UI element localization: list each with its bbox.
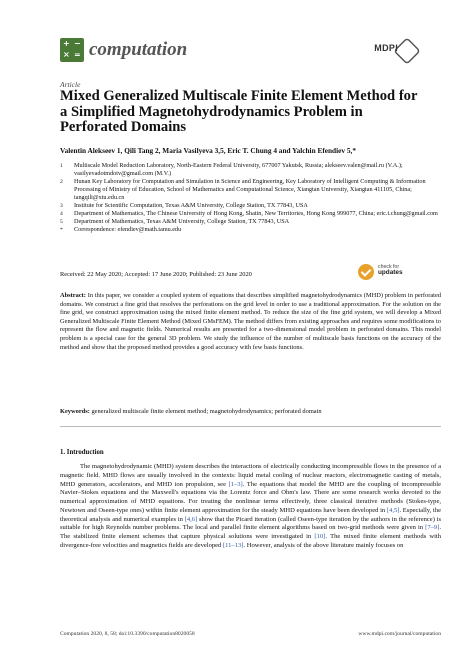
body-text-segment: . However, analysis of the above literature mainly focuses on — [243, 541, 404, 549]
correspondence-email[interactable]: Correspondence: efendiev@math.tamu.edu — [74, 226, 182, 234]
affiliation-number: 3 — [60, 203, 63, 210]
abstract — [60, 292, 441, 352]
affiliation-number: 1 — [60, 163, 63, 169]
body-text-segment: . Especially, the theoretical analysis and numerical examples in — [60, 506, 441, 523]
journal-logo — [60, 38, 84, 62]
keywords — [60, 408, 441, 417]
keywords-text: generalized multiscale finite element method; magnetohydrodynamics; perforated domain — [91, 408, 322, 415]
abstract-label: Abstract: — [60, 292, 86, 299]
times-icon: × — [63, 50, 70, 59]
affiliation-item — [60, 178, 440, 202]
affiliation-text: Department of Mathematics, The Chinese University of Hong Kong, Shatin, New Territories, Hong Kong 999077, China; eric.t.chung@gmail.com — [74, 210, 438, 218]
affiliation-text: Multiscale Model Reduction Laboratory, North-Eastern Federal University, 677007 Yakutsk, Russia; alekseev.valen@mail.ru (V.A.); vasilyevadotmdotv@gmail.com (M.V.) — [74, 162, 403, 178]
check-updates-line2: updates — [378, 269, 403, 276]
body-text-segment: . The equations that model the MHD are the coupling of incompressible Navier–Stokes equations and the Maxwell's equations via the Lorentz force and Ohm's law. There are some research works devoted to the numerical approximation of MHD equations. For treating the nonlinear terms effectively, three classical iterative methods (Stokes-type, Newtown and Oseen-type ones) within finite element approximation for the steady MHD equations have been developed in — [60, 480, 441, 514]
keywords-label: Keywords: — [60, 408, 90, 415]
section-heading: 1. Introduction — [60, 449, 104, 456]
citation-link[interactable]: [1–3] — [228, 480, 243, 488]
affiliation-number: 2 — [60, 179, 63, 186]
body-text-segment: The magnetohydrodynamic (MHD) system describes the interactions of electrically conducting incompressible flows in the presence of a magnetic field. MHD flows are usually involved in the contexts: liquid metal cooling of nuclear reactors, electromagnetic casting of metals, MHD generators, accelerators, and MHD ion propulsion, see — [60, 463, 441, 488]
citation-link[interactable]: [10] — [314, 533, 326, 540]
body-text-segment: . The stabilized finite element schemes that capture physical solutions were investigated in — [60, 524, 441, 540]
affiliation-item — [60, 218, 440, 226]
affiliation-item — [60, 202, 440, 210]
divider — [60, 426, 441, 427]
affiliation-text: Institute for Scientific Computation, Texas A&M University, College Station, TX 77843, USA — [74, 202, 308, 210]
citation-link[interactable]: [4,5] — [386, 506, 400, 514]
plus-icon: + — [63, 39, 70, 48]
affiliation-number: 4 — [60, 211, 63, 218]
citation-link[interactable]: [7–9] — [425, 524, 440, 532]
checkmark-icon — [358, 264, 374, 280]
page-footer — [60, 631, 441, 637]
article-type: Article — [60, 80, 81, 89]
affiliation-text: Hunan Key Laboratory for Computation and Simulation in Science and Engineering, Key Laboratory of Intelligent Computing & Information Processing of Ministry of Education, School of Mathematics and Computational Science, Xiangtan University, Xiangtan 411105, China; tangqili@xtu.edu.cn — [74, 178, 426, 202]
correspondence — [60, 226, 440, 234]
journal-name[interactable]: computation — [89, 39, 188, 60]
check-updates-label — [378, 264, 403, 276]
publisher-name: MDPI — [374, 43, 398, 53]
journal-header — [60, 38, 420, 64]
paper-title: Mixed Generalized Multiscale Finite Element Method for a Simplified Magnetohydrodynamics Problem in Perforated Domains — [60, 88, 418, 136]
abstract-text: In this paper, we consider a coupled system of equations that describes simplified magnetohydrodynamics (MHD) problem in perforated domains. We construct a fine grid that resolves the perforations on the grid level in order to use a traditional approximation. For the solution on the fine grid, we construct approximation using the mixed finite element method. To reduce the size of the fine grid system, we will develop a Mixed Generalized Multiscale Finite Element Method (Mixed GMsFEM). The method differs from existing approaches and requires some modifications to represent the flow and magnetic fields. Numerical results are presented for a two-dimensional model problem in perforated domains. This model problem is a special case for the general 3D problem. We study the influence of the number of multiscale basis functions on the accuracy of the method and show that the proposed method provides a good accuracy with few basis functions. — [60, 292, 441, 351]
check-for-updates-badge[interactable] — [358, 263, 428, 283]
footer-citation: Computation 2020, 8, 58; doi:10.3390/computation8020058 — [60, 631, 195, 637]
check-updates-line1: check for — [378, 264, 400, 270]
affiliation-number: * — [60, 227, 63, 234]
affiliation-number: 5 — [60, 219, 63, 226]
affiliation-text: Department of Mathematics, Texas A&M University, College Station, TX 77843, USA — [74, 218, 290, 226]
affiliation-item — [60, 162, 440, 178]
author-list: Valentin Alekseev 1, Qili Tang 2, Maria Vasilyeva 3,5, Eric T. Chung 4 and Yalchin Efendiev 5,* — [60, 146, 356, 155]
introduction-paragraph — [60, 463, 441, 551]
minus-icon: − — [74, 39, 81, 48]
affiliations — [60, 162, 440, 234]
citation-link[interactable]: [11–13] — [222, 541, 244, 549]
affiliation-item — [60, 210, 440, 218]
footer-journal-url[interactable]: www.mdpi.com/journal/computation — [358, 631, 441, 637]
body-text-segment: . The mixed finite element methods with divergence-free velocities and magnetics fields are developed — [60, 533, 441, 549]
body-text-segment: show that the Picard iteration (called Oseen-type iteration by the authors in the reference) is suitable for high Reynolds number problems. The local and parallel finite element algorithms based on two-grid methods were given in — [60, 515, 441, 532]
citation-link[interactable]: [4,6] — [184, 515, 198, 523]
publication-dates: Received: 22 May 2020; Accepted: 17 June 2020; Published: 23 June 2020 — [60, 271, 252, 278]
equals-icon: = — [74, 50, 81, 59]
